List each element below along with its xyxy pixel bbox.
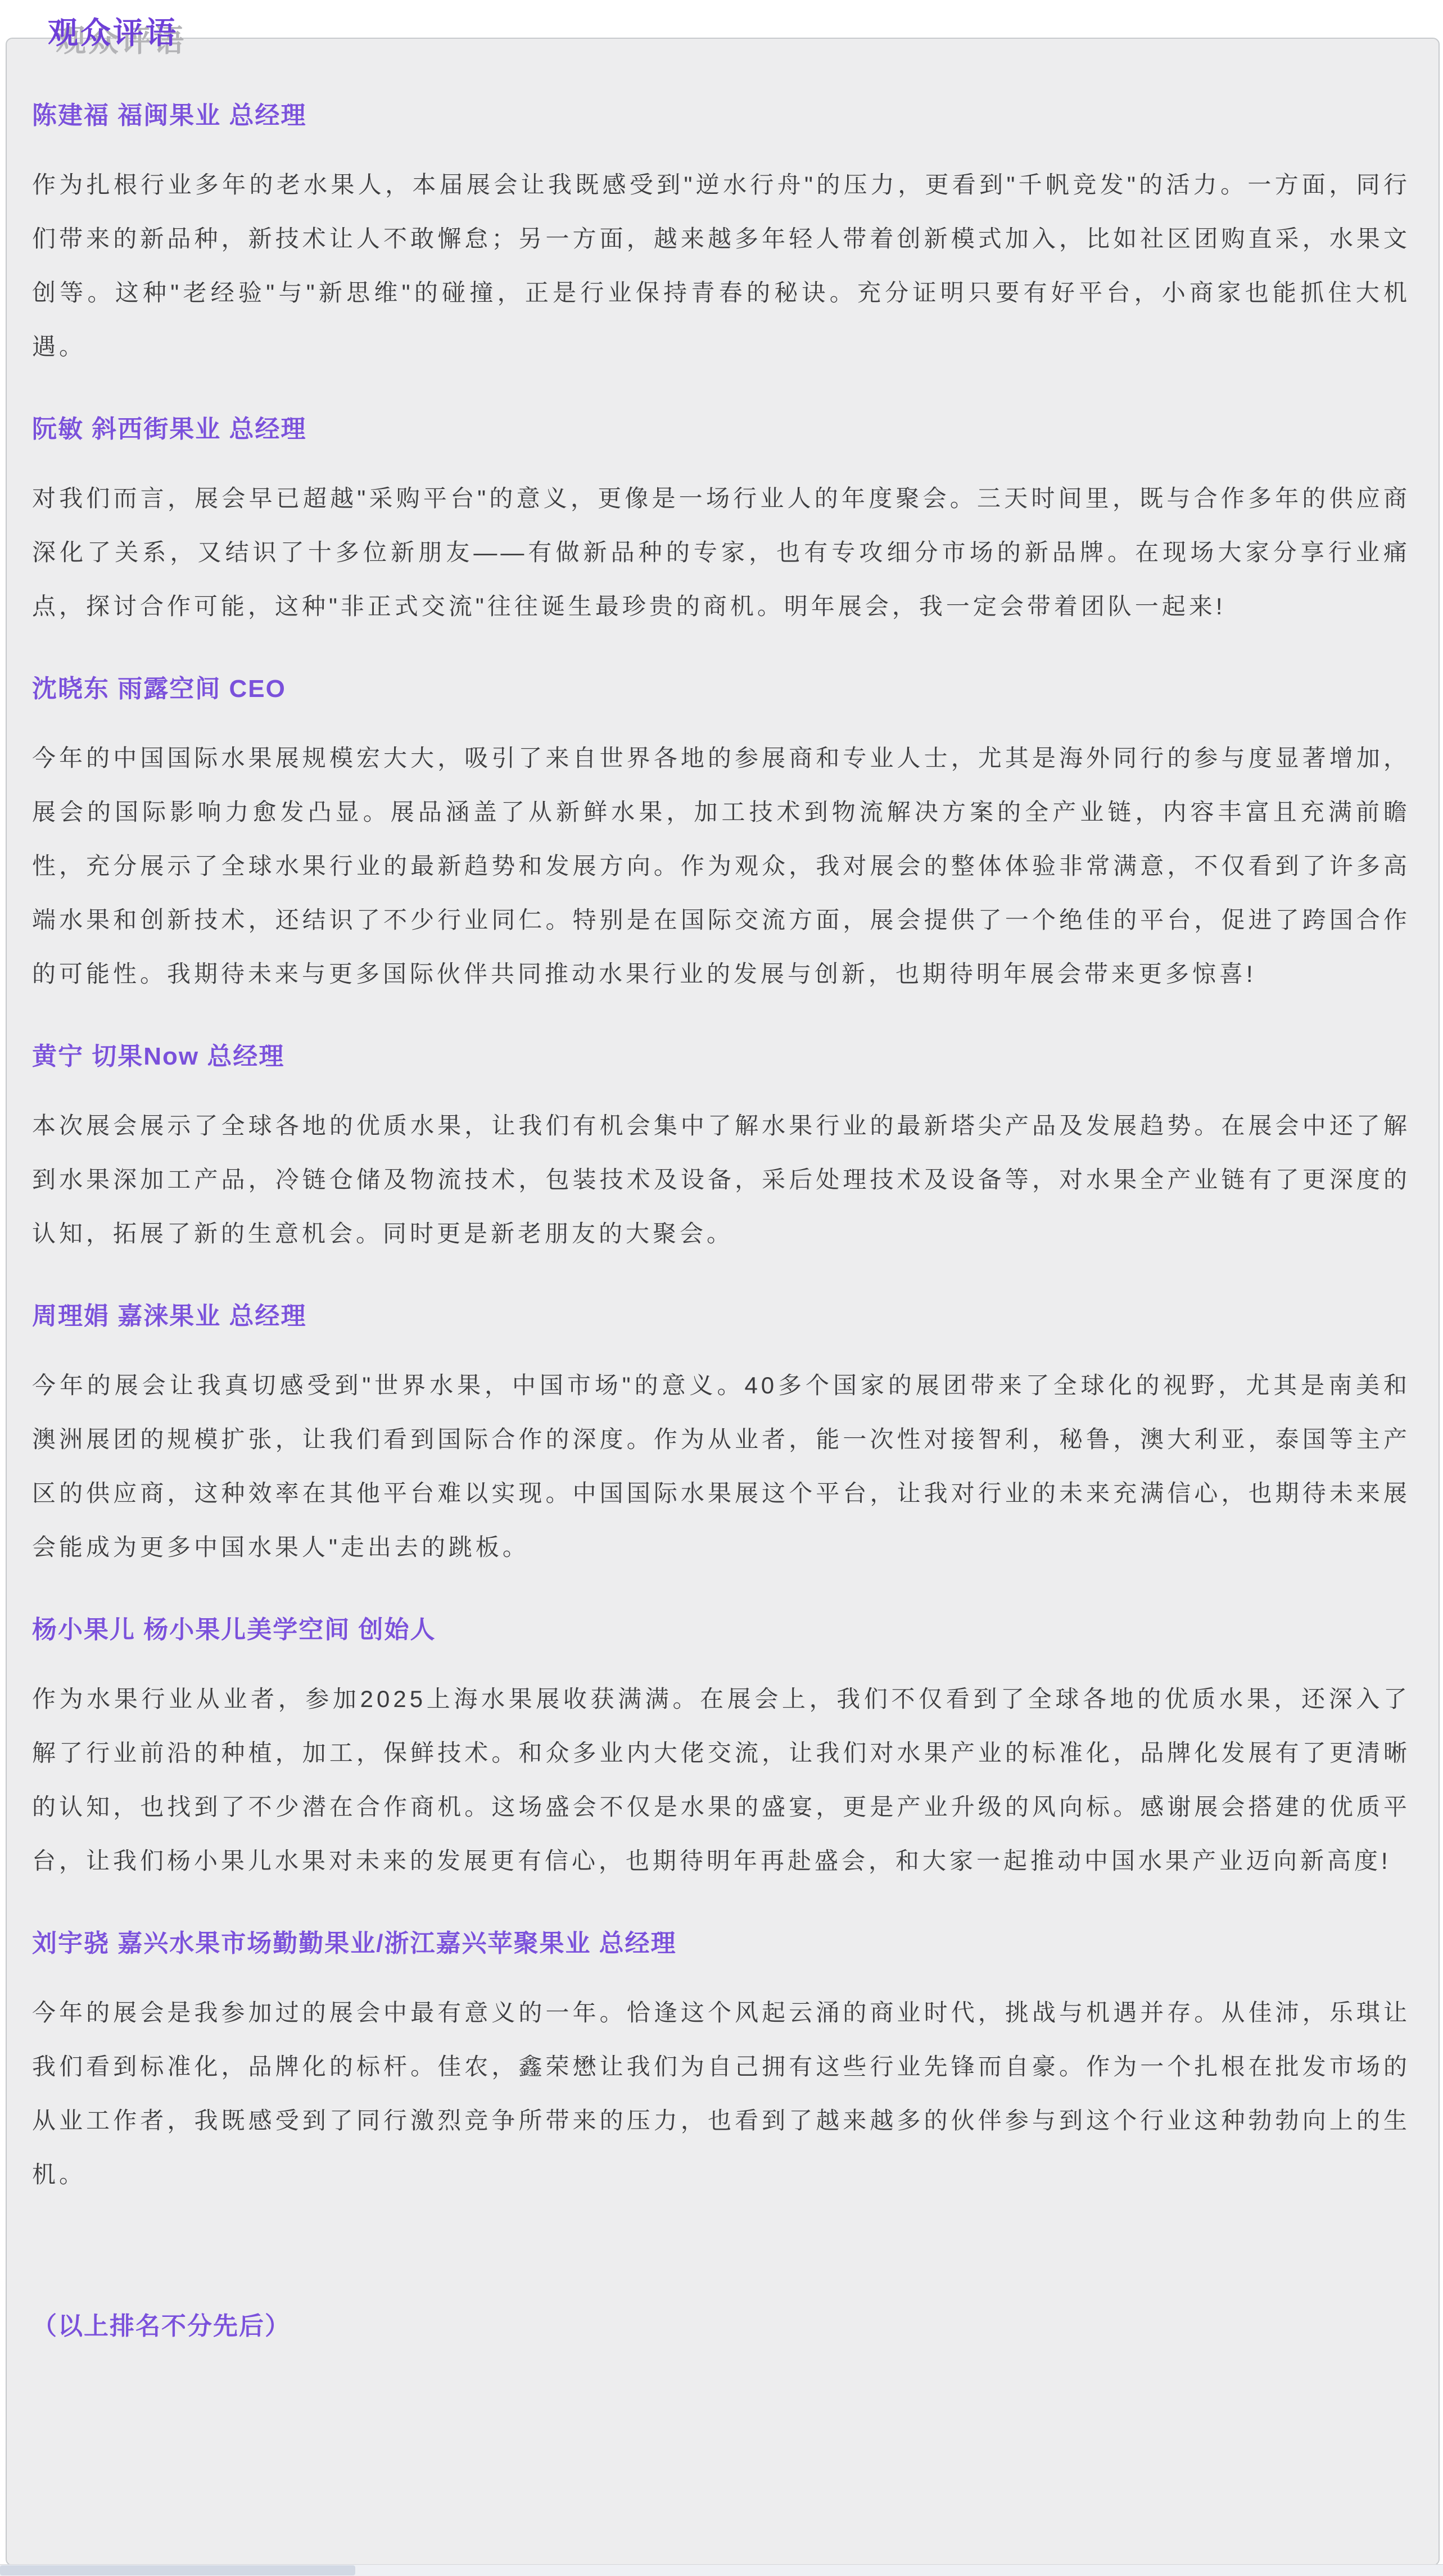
testimonial-item-1 [32, 95, 1410, 374]
testimonial-item-4 [32, 1036, 1410, 1261]
testimonial-author: 周理娟 嘉涞果业 总经理 [32, 1302, 307, 1330]
comments-panel [6, 38, 1440, 2566]
testimonial-quote: 作为水果行业从业者，参加2025上海水果展收获满满。在展会上，我们不仅看到了全球各地的优质水果，还深入了解了行业前沿的种植，加工，保鲜技术。和众多业内大佬交流，让我们对水果产业的标准化，品牌化发展有了更清晰的认知，也找到了不少潜在合作商机。这场盛会不仅是水果的盛宴，更是产业升级的风向标。感谢展会搭建的优质平台，让我们杨小果儿水果对未来的发展更有信心，也期待明年再赴盛会，和大家一起推动中国水果产业迈向新高度! [32, 1686, 1410, 1874]
testimonial-quote: 今年的展会是我参加过的展会中最有意义的一年。恰逢这个风起云涌的商业时代，挑战与机遇并存。从佳沛，乐琪让我们看到标准化，品牌化的标杆。佳农，鑫荣懋让我们为自己拥有这些行业先锋而自豪。作为一个扎根在批发市场的从业工作者，我既感受到了同行激烈竞争所带来的压力，也看到了越来越多的伙伴参与到这个行业这种勃勃向上的生机。 [32, 1999, 1410, 2188]
testimonial-item-3 [32, 668, 1410, 1001]
testimonial-author: 刘宇骁 嘉兴水果市场勤勤果业/浙江嘉兴苹聚果业 总经理 [32, 1930, 677, 1957]
testimonial-author: 杨小果儿 杨小果儿美学空间 创始人 [32, 1616, 436, 1644]
testimonial-list [32, 95, 1410, 2202]
testimonial-author: 沈晓东 雨露空间 CEO [32, 675, 286, 703]
horizontal-scrollbar[interactable] [0, 2564, 1443, 2576]
testimonial-quote: 今年的中国国际水果展规模宏大大，吸引了来自世界各地的参展商和专业人士，尤其是海外同行的参与度显著增加，展会的国际影响力愈发凸显。展品涵盖了从新鲜水果，加工技术到物流解决方案的全产业链，内容丰富且充满前瞻性，充分展示了全球水果行业的最新趋势和发展方向。作为观众，我对展会的整体体验非常满意，不仅看到了许多高端水果和创新技术，还结识了不少行业同仁。特别是在国际交流方面，展会提供了一个绝佳的平台，促进了跨国合作的可能性。我期待未来与更多国际伙伴共同推动水果行业的发展与创新，也期待明年展会带来更多惊喜! [32, 745, 1410, 987]
testimonial-author: 黄宁 切果Now 总经理 [32, 1043, 285, 1070]
scrollbar-thumb[interactable] [0, 2565, 355, 2575]
testimonial-item-5 [32, 1296, 1410, 1574]
testimonial-quote: 本次展会展示了全球各地的优质水果，让我们有机会集中了解水果行业的最新塔尖产品及发展趋势。在展会中还了解到水果深加工产品，冷链仓储及物流技术，包装技术及设备，采后处理技术及设备等，对水果全产业链有了更深度的认知，拓展了新的生意机会。同时更是新老朋友的大聚会。 [32, 1112, 1410, 1247]
testimonial-quote: 今年的展会让我真切感受到"世界水果，中国市场"的意义。40多个国家的展团带来了全球化的视野，尤其是南美和澳洲展团的规模扩张，让我们看到国际合作的深度。作为从业者，能一次性对接智利，秘鲁，澳大利亚，泰国等主产区的供应商，这种效率在其他平台难以实现。中国国际水果展这个平台，让我对行业的未来充满信心，也期待未来展会能成为更多中国水果人"走出去的跳板。 [32, 1372, 1410, 1560]
testimonial-item-2 [32, 409, 1410, 633]
testimonial-item-7 [32, 1923, 1410, 2202]
testimonial-item-6 [32, 1609, 1410, 1888]
testimonial-author: 阮敏 斜西街果业 总经理 [32, 415, 307, 443]
testimonial-quote: 对我们而言，展会早已超越"采购平台"的意义，更像是一场行业人的年度聚会。三天时间里，既与合作多年的供应商深化了关系，又结识了十多位新朋友——有做新品种的专家，也有专攻细分市场的新品牌。在现场大家分享行业痛点，探讨合作可能，这种"非正式交流"往往诞生最珍贵的商机。明年展会，我一定会带着团队一起来! [32, 485, 1410, 619]
page-title: 观众评语 [48, 16, 178, 50]
testimonial-quote: 作为扎根行业多年的老水果人，本届展会让我既感受到"逆水行舟"的压力，更看到"千帆竞发"的活力。一方面，同行们带来的新品种，新技术让人不敢懈怠；另一方面，越来越多年轻人带着创新模式加入，比如社区团购直采，水果文创等。这种"老经验"与"新思维"的碰撞，正是行业保持青春的秘诀。充分证明只要有好平台，小商家也能抓住大机遇。 [32, 171, 1410, 360]
footer-note: （以上排名不分先后） [32, 2312, 291, 2340]
testimonial-author: 陈建福 福闽果业 总经理 [32, 102, 307, 129]
